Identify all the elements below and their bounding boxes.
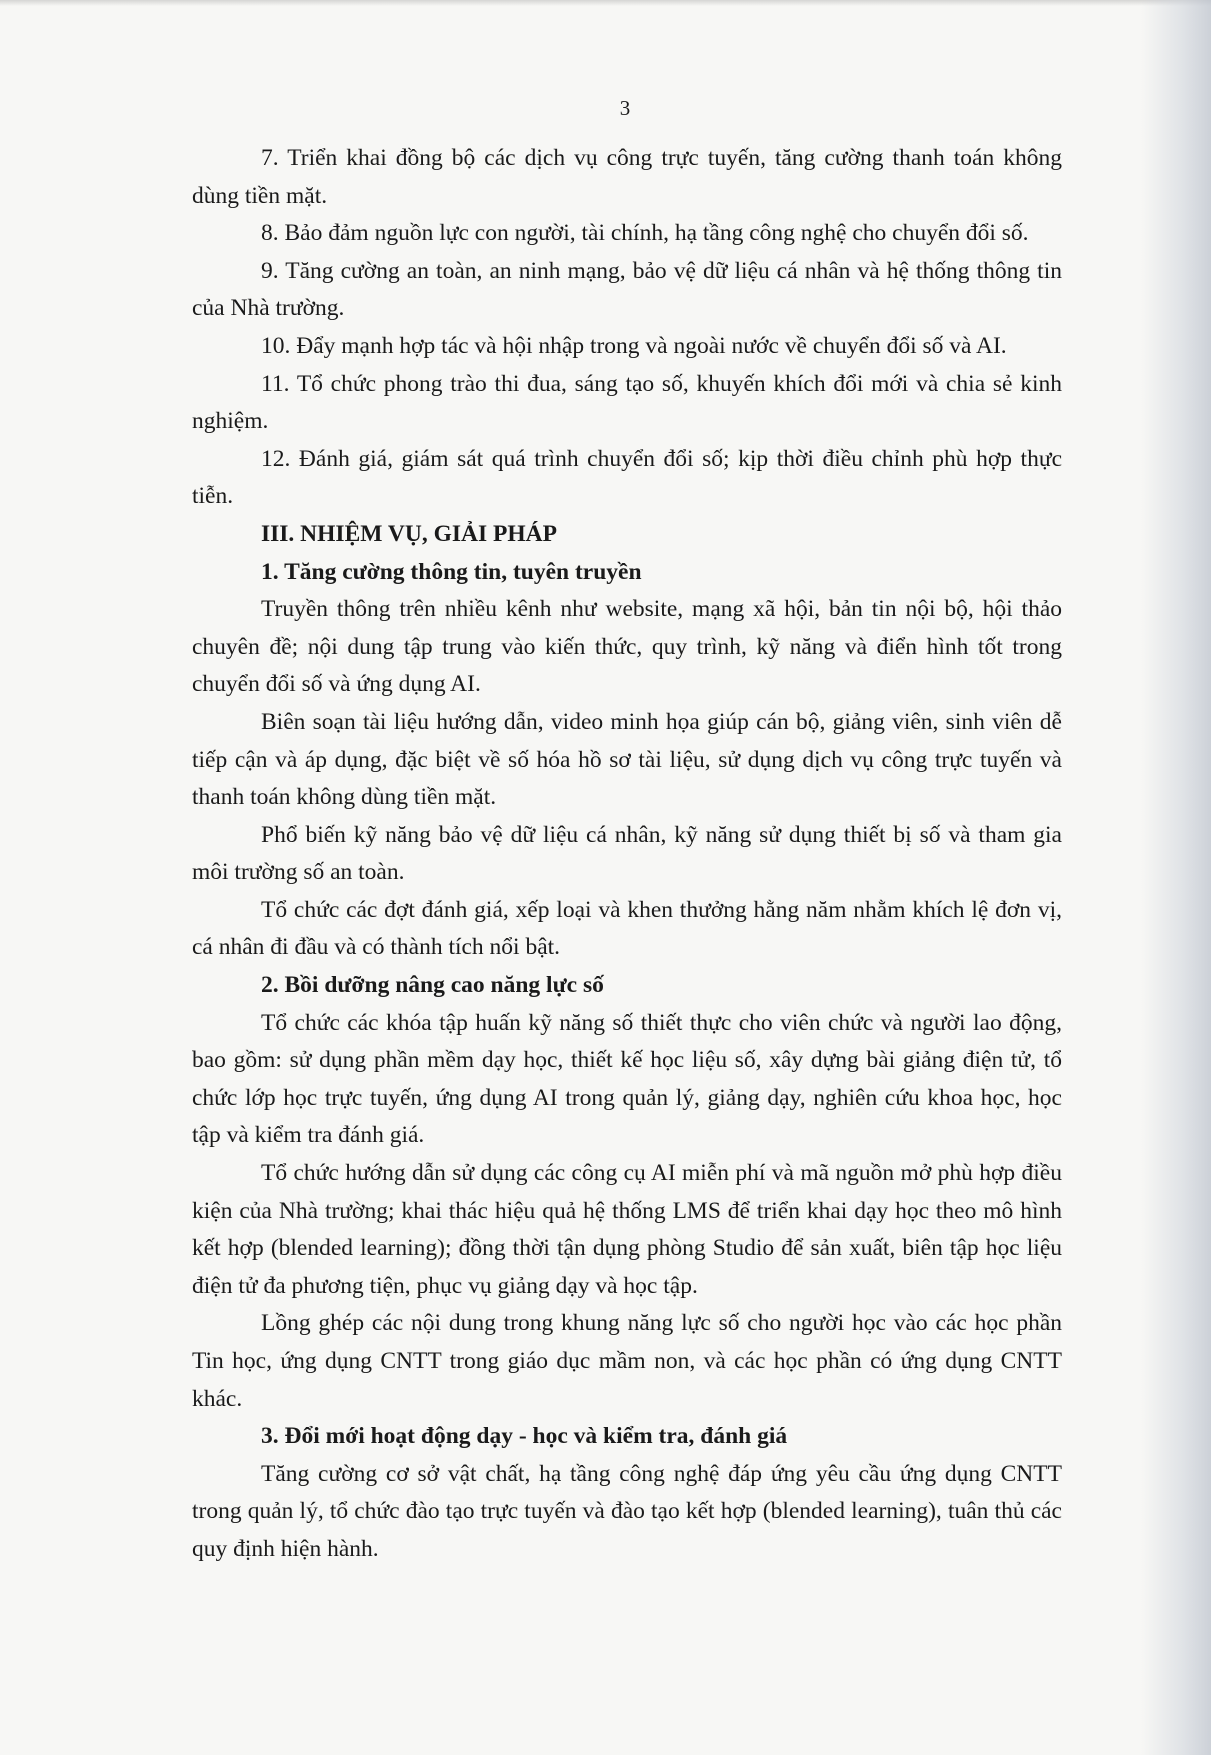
body-paragraph: Lồng ghép các nội dung trong khung năng lực số cho người học vào các học phần Tin học, ứng dụng CNTT trong giáo dục mầm non, và các học phần có ứng dụng CNTT khác. [192, 1310, 1062, 1412]
subsection-heading-2: 2. Bồi dưỡng nâng cao năng lực số [261, 972, 604, 999]
page-right-edge [1141, 0, 1211, 1755]
body-paragraph: Tổ chức hướng dẫn sử dụng các công cụ AI miễn phí và mã nguồn mở phù hợp điều kiện của Nhà trường; khai thác hiệu quả hệ thống LMS để triển khai dạy học theo mô hình kết hợp (blended learning); đồng thời tận dụng phòng Studio để sản xuất, biên tập học liệu điện tử đa phương tiện, phục vụ giảng dạy và học tập. [192, 1160, 1062, 1299]
list-item-11: 11. Tổ chức phong trào thi đua, sáng tạo số, khuyến khích đổi mới và chia sẻ kinh nghiệm. [192, 370, 1062, 435]
body-paragraph: Tăng cường cơ sở vật chất, hạ tầng công nghệ đáp ứng yêu cầu ứng dụng CNTT trong quản lý, tổ chức đào tạo trực tuyến và đào tạo kết hợp (blended learning), tuân thủ các quy định hiện hành. [192, 1460, 1062, 1562]
page-number: 3 [619, 96, 631, 120]
list-item-10: 10. Đẩy mạnh hợp tác và hội nhập trong và ngoài nước về chuyển đổi số và AI. [261, 332, 1007, 359]
subsection-heading-3: 3. Đổi mới hoạt động dạy - học và kiểm tra, đánh giá [261, 1423, 788, 1450]
list-item-8: 8. Bảo đảm nguồn lực con người, tài chính, hạ tầng công nghệ cho chuyển đổi số. [261, 220, 1029, 247]
list-item-12: 12. Đánh giá, giám sát quá trình chuyển đổi số; kịp thời điều chỉnh phù hợp thực tiễn. [192, 445, 1062, 510]
section-heading: III. NHIỆM VỤ, GIẢI PHÁP [261, 520, 557, 547]
body-paragraph: Tổ chức các khóa tập huấn kỹ năng số thiết thực cho viên chức và người lao động, bao gồm: sử dụng phần mềm dạy học, thiết kế học liệu số, xây dựng bài giảng điện tử, tổ chức lớp học trực tuyến, ứng dụng AI trong quản lý, giảng dạy, nghiên cứu khoa học, học tập và kiểm tra đánh giá. [192, 1009, 1062, 1149]
list-item-7: 7. Triển khai đồng bộ các dịch vụ công trực tuyến, tăng cường thanh toán không dùng tiền mặt. [192, 145, 1062, 209]
body-paragraph: Phổ biến kỹ năng bảo vệ dữ liệu cá nhân, kỹ năng sử dụng thiết bị số và tham gia môi trường số an toàn. [192, 821, 1062, 886]
page-top-edge [0, 0, 1211, 6]
body-paragraph: Biên soạn tài liệu hướng dẫn, video minh họa giúp cán bộ, giảng viên, sinh viên dễ tiếp cận và áp dụng, đặc biệt về số hóa hồ sơ tài liệu, sử dụng dịch vụ công trực tuyến và thanh toán không dùng tiền mặt. [192, 708, 1062, 811]
list-item-9: 9. Tăng cường an toàn, an ninh mạng, bảo vệ dữ liệu cá nhân và hệ thống thông tin của Nhà trường. [192, 257, 1062, 322]
document-body [192, 140, 1062, 1569]
subsection-heading-1: 1. Tăng cường thông tin, tuyên truyền [261, 558, 642, 585]
body-paragraph: Tổ chức các đợt đánh giá, xếp loại và khen thưởng hằng năm nhằm khích lệ đơn vị, cá nhân đi đầu và có thành tích nổi bật. [192, 896, 1062, 961]
body-paragraph: Truyền thông trên nhiều kênh như website, mạng xã hội, bản tin nội bộ, hội thảo chuyên đề; nội dung tập trung vào kiến thức, quy trình, kỹ năng và điển hình tốt trong chuyển đổi số và ứng dụng AI. [192, 596, 1062, 698]
